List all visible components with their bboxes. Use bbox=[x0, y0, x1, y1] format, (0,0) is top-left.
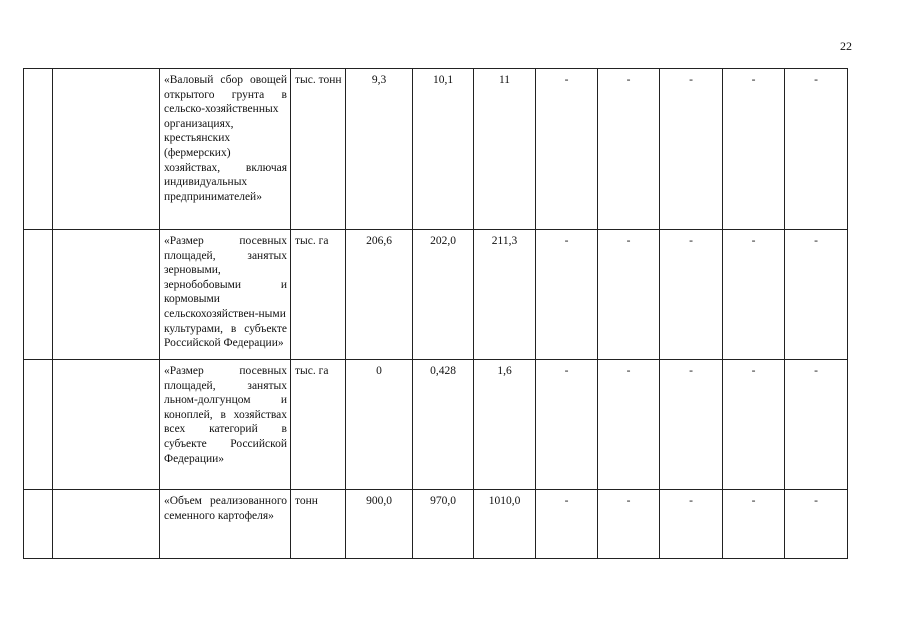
value-cell: - bbox=[598, 360, 660, 490]
value-cell: - bbox=[598, 230, 660, 360]
value-cell: - bbox=[723, 490, 785, 559]
value-cell: - bbox=[660, 360, 723, 490]
indicator-cell: «Валовый сбор овощей открытого грунта в сельско-хозяйственных организациях, крестьянских (фермерских) хозяйствах, включая индивидуальных предпринимателей» bbox=[160, 69, 291, 230]
value-cell: - bbox=[536, 360, 598, 490]
value-cell: - bbox=[723, 230, 785, 360]
value-cell: 11 bbox=[474, 69, 536, 230]
value-cell: - bbox=[785, 230, 848, 360]
indicator-cell: «Объем реализованного семенного картофеля» bbox=[160, 490, 291, 559]
unit-cell: тыс. га bbox=[291, 230, 346, 360]
value-cell: - bbox=[598, 69, 660, 230]
page-number: 22 bbox=[840, 39, 852, 53]
empty-cell bbox=[53, 360, 160, 490]
value-cell: - bbox=[660, 230, 723, 360]
value-cell: 206,6 bbox=[346, 230, 413, 360]
empty-cell bbox=[24, 69, 53, 230]
empty-cell bbox=[53, 230, 160, 360]
unit-cell: тыс. га bbox=[291, 360, 346, 490]
empty-cell bbox=[24, 360, 53, 490]
table-row bbox=[24, 490, 848, 559]
value-cell: - bbox=[723, 69, 785, 230]
table-row bbox=[24, 230, 848, 360]
value-cell: 10,1 bbox=[413, 69, 474, 230]
value-cell: - bbox=[785, 490, 848, 559]
table-row bbox=[24, 69, 848, 230]
value-cell: 9,3 bbox=[346, 69, 413, 230]
empty-cell bbox=[24, 490, 53, 559]
value-cell: 0,428 bbox=[413, 360, 474, 490]
unit-cell: тонн bbox=[291, 490, 346, 559]
indicator-cell: «Размер посевных площадей, занятых зерновыми, зернобобовыми и кормовыми сельскохозяйствен-ными культурами, в субъекте Российской Федерации» bbox=[160, 230, 291, 360]
value-cell: - bbox=[536, 69, 598, 230]
empty-cell bbox=[24, 230, 53, 360]
value-cell: - bbox=[660, 69, 723, 230]
value-cell: 970,0 bbox=[413, 490, 474, 559]
indicator-cell: «Размер посевных площадей, занятых льном-долгунцом и коноплей, в хозяйствах всех категорий в субъекте Российской Федерации» bbox=[160, 360, 291, 490]
value-cell: 1,6 bbox=[474, 360, 536, 490]
value-cell: 900,0 bbox=[346, 490, 413, 559]
value-cell: 202,0 bbox=[413, 230, 474, 360]
value-cell: - bbox=[598, 490, 660, 559]
value-cell: - bbox=[536, 490, 598, 559]
empty-cell bbox=[53, 69, 160, 230]
value-cell: - bbox=[723, 360, 785, 490]
value-cell: - bbox=[660, 490, 723, 559]
value-cell: - bbox=[785, 360, 848, 490]
value-cell: 0 bbox=[346, 360, 413, 490]
indicator-table bbox=[23, 68, 848, 559]
value-cell: - bbox=[536, 230, 598, 360]
value-cell: 211,3 bbox=[474, 230, 536, 360]
value-cell: 1010,0 bbox=[474, 490, 536, 559]
value-cell: - bbox=[785, 69, 848, 230]
table-row bbox=[24, 360, 848, 490]
empty-cell bbox=[53, 490, 160, 559]
unit-cell: тыс. тонн bbox=[291, 69, 346, 230]
